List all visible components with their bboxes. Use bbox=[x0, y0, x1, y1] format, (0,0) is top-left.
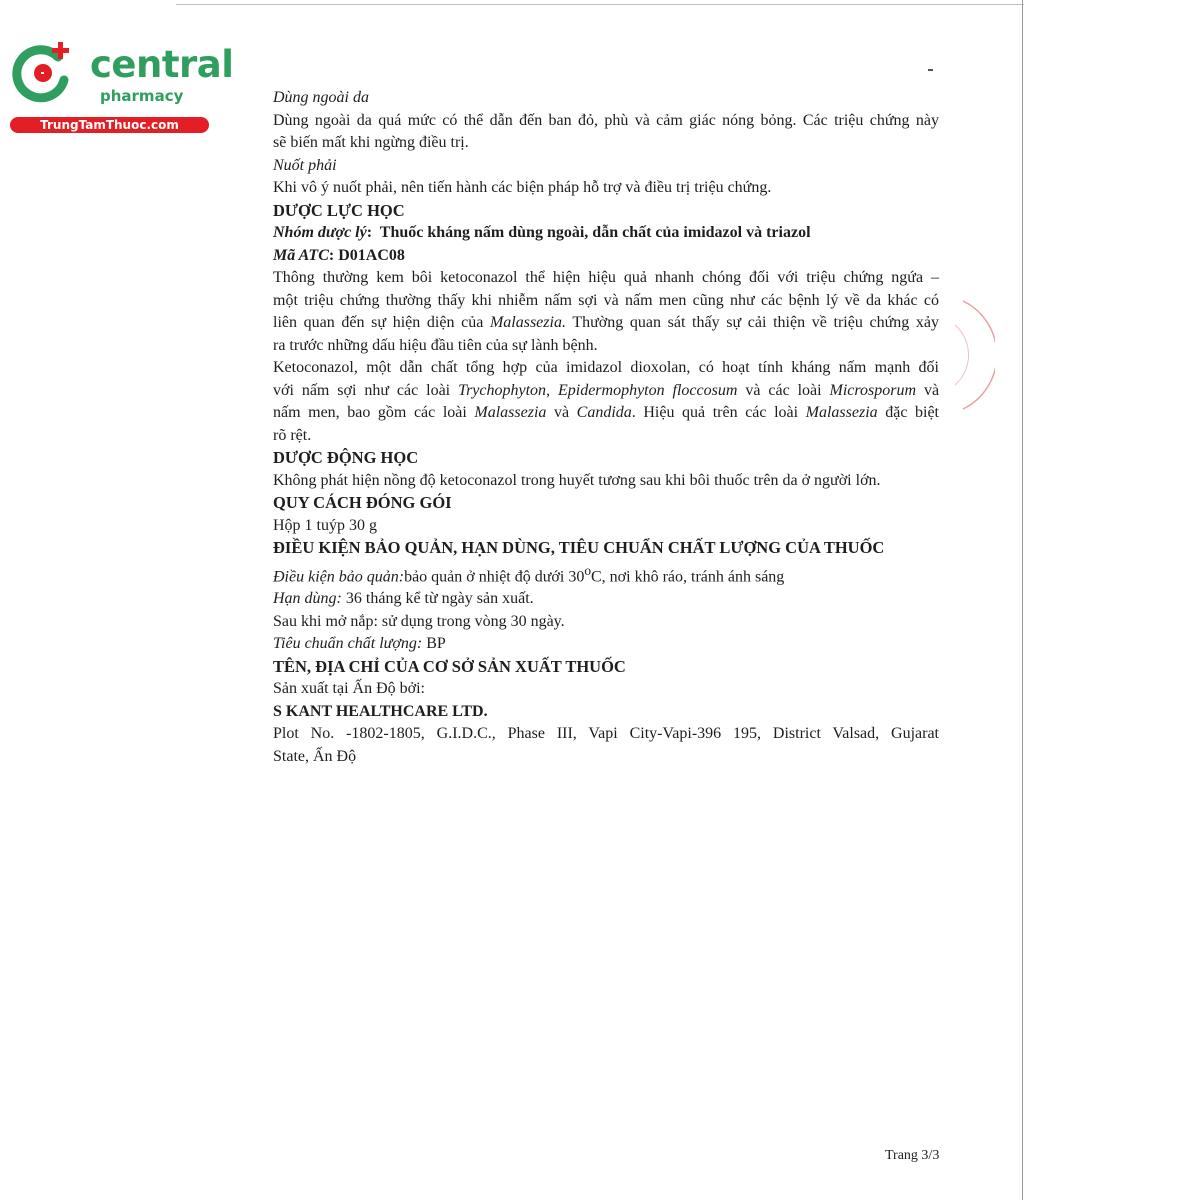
pd-p1-l3-text-a: liên quan đến sự hiện diện của bbox=[273, 314, 484, 331]
page-top-edge bbox=[176, 0, 1024, 5]
manufacturer-address-line-2: State, Ấn Độ bbox=[273, 747, 357, 765]
pd-p2-l2-species-1: Trychophyton, Epidermophyton floccosum bbox=[458, 381, 738, 399]
group-value: Thuốc kháng nấm dùng ngoài, dẫn chất của imidazol và triazol bbox=[379, 224, 811, 241]
pd-p2-l3-text-d: đặc biệt bbox=[885, 404, 939, 421]
pd-p2-line-1: Ketoconazol, một dẫn chất tổng hợp của imidazol dioxolan, có hoạt tính kháng nấm mạnh đối bbox=[273, 359, 939, 376]
after-opening: Sau khi mở nắp: sử dụng trong vòng 30 ngày. bbox=[273, 612, 565, 630]
swallow-text: Khi vô ý nuốt phải, nên tiến hành các biện pháp hỗ trợ và điều trị triệu chứng. bbox=[273, 179, 772, 196]
stamp-fragment bbox=[945, 295, 995, 415]
atc-code: Mã ATC: D01AC08 bbox=[273, 246, 405, 264]
pd-p1-line-2: một triệu chứng thường thấy khi nhiễm nấm sợi và nấm men cũng như các bệnh lý về da khác có bbox=[273, 291, 939, 309]
logo-url-badge[interactable]: TrungTamThuoc.com bbox=[10, 117, 209, 133]
storage-condition-value-a: bảo quản ở nhiệt độ dưới 30 bbox=[404, 567, 585, 585]
pd-p1-line-1: Thông thường kem bôi ketoconazol thể hiện hiệu quả nhanh chóng đối với triệu chứng ngứa – bbox=[273, 269, 939, 286]
made-in: Sản xuất tại Ấn Độ bởi: bbox=[273, 680, 425, 698]
pd-p2-l3-species-1: Malassezia bbox=[474, 404, 547, 421]
pd-p1-l3-text-b: Thường quan sát thấy sự cải thiện về triệu chứng xảy bbox=[572, 314, 940, 331]
pd-p2-l3-text-a: nấm men, bao gồm các loài bbox=[273, 404, 467, 421]
pd-p2-l2-text-b: và các loài bbox=[745, 381, 822, 399]
pharmacy-cross-logo-icon bbox=[10, 40, 76, 106]
scan-mark bbox=[928, 69, 933, 71]
manufacturer-address-line-1: Plot No. -1802-1805, G.I.D.C., Phase III, Vapi City-Vapi-396 195, District Valsad, Gujarat bbox=[273, 725, 939, 743]
quality-standard-label: Tiêu chuẩn chất lượng: bbox=[273, 635, 423, 653]
topical-heading: Dùng ngoài da bbox=[273, 89, 369, 106]
packaging-heading: QUY CÁCH ĐÓNG GÓI bbox=[273, 493, 452, 512]
pd-p1-l3-species: Malassezia. bbox=[489, 314, 566, 331]
page-number: Trang 3/3 bbox=[885, 1148, 940, 1163]
atc-value: D01AC08 bbox=[338, 246, 405, 264]
pharmacological-group: Nhóm dược lý: Thuốc kháng nấm dùng ngoài, dẫn chất của imidazol và triazol bbox=[273, 224, 811, 241]
swallow-heading: Nuốt phải bbox=[273, 156, 337, 174]
page-right-edge bbox=[1022, 0, 1023, 1200]
manufacturer-name: S KANT HEALTHCARE LTD. bbox=[273, 702, 488, 720]
quality-standard bbox=[273, 633, 939, 656]
pd-p2-l3-text-b: và bbox=[553, 404, 570, 421]
storage-condition-value-b: C, nơi khô ráo, tránh ánh sáng bbox=[590, 567, 785, 585]
pharmacodynamics-heading: DƯỢC LỰC HỌC bbox=[273, 200, 405, 220]
pd-p2-l3-species-3: Malassezia bbox=[805, 404, 878, 421]
topical-text-line-1: Dùng ngoài da quá mức có thể dẫn đến ban đỏ, phù và cảm giác nóng bỏng. Các triệu chứng này bbox=[273, 111, 939, 129]
atc-label: Mã ATC bbox=[273, 246, 329, 264]
shelf-life-value: 36 tháng kể từ ngày sản xuất. bbox=[345, 590, 534, 608]
pd-p2-line-4: rõ rệt. bbox=[273, 426, 312, 444]
document-body bbox=[273, 87, 939, 768]
manufacturer-heading: TÊN, ĐỊA CHỈ CỦA CƠ SỞ SẢN XUẤT THUỐC bbox=[273, 656, 626, 676]
pd-p2-line-2 bbox=[273, 380, 939, 403]
pharmacokinetics-text: Không phát hiện nồng độ ketoconazol trong huyết tương sau khi bôi thuốc trên da ở người lớn. bbox=[273, 471, 881, 489]
pd-p2-l2-text-c: và bbox=[923, 381, 940, 399]
pd-p2-l3-species-2: Candida bbox=[576, 404, 632, 421]
storage-condition-label: Điều kiện bảo quản: bbox=[273, 567, 405, 585]
packaging-text: Hộp 1 tuýp 30 g bbox=[273, 516, 377, 534]
pd-p2-l3-text-c: . Hiệu quả trên các loài bbox=[631, 404, 799, 421]
quality-standard-value: BP bbox=[426, 635, 446, 653]
storage-condition bbox=[273, 560, 939, 589]
pharmacokinetics-heading: DƯỢC ĐỘNG HỌC bbox=[273, 448, 419, 467]
topical-text-line-2: sẽ biến mất khi ngừng điều trị. bbox=[273, 134, 469, 151]
degree-sign: o bbox=[584, 562, 591, 578]
pd-p2-l2-species-2: Microsporum bbox=[829, 381, 917, 399]
logo-brand-name: central bbox=[90, 43, 234, 86]
pd-p1-line-4: ra trước những dấu hiệu đầu tiên của sự lành bệnh. bbox=[273, 336, 598, 354]
pd-p2-line-3 bbox=[273, 402, 939, 425]
pd-p1-line-3 bbox=[273, 312, 939, 335]
pd-p2-l2-text-a: với nấm sợi như các loài bbox=[273, 381, 451, 399]
storage-heading: ĐIỀU KIỆN BẢO QUẢN, HẠN DÙNG, TIÊU CHUẨN CHẤT LƯỢNG CỦA THUỐC bbox=[273, 538, 885, 557]
logo-brand-sub: pharmacy bbox=[100, 87, 184, 105]
group-label: Nhóm dược lý bbox=[273, 224, 367, 241]
shelf-life-label: Hạn dùng: bbox=[273, 590, 342, 608]
shelf-life bbox=[273, 588, 939, 611]
central-pharmacy-logo[interactable] bbox=[10, 38, 234, 138]
